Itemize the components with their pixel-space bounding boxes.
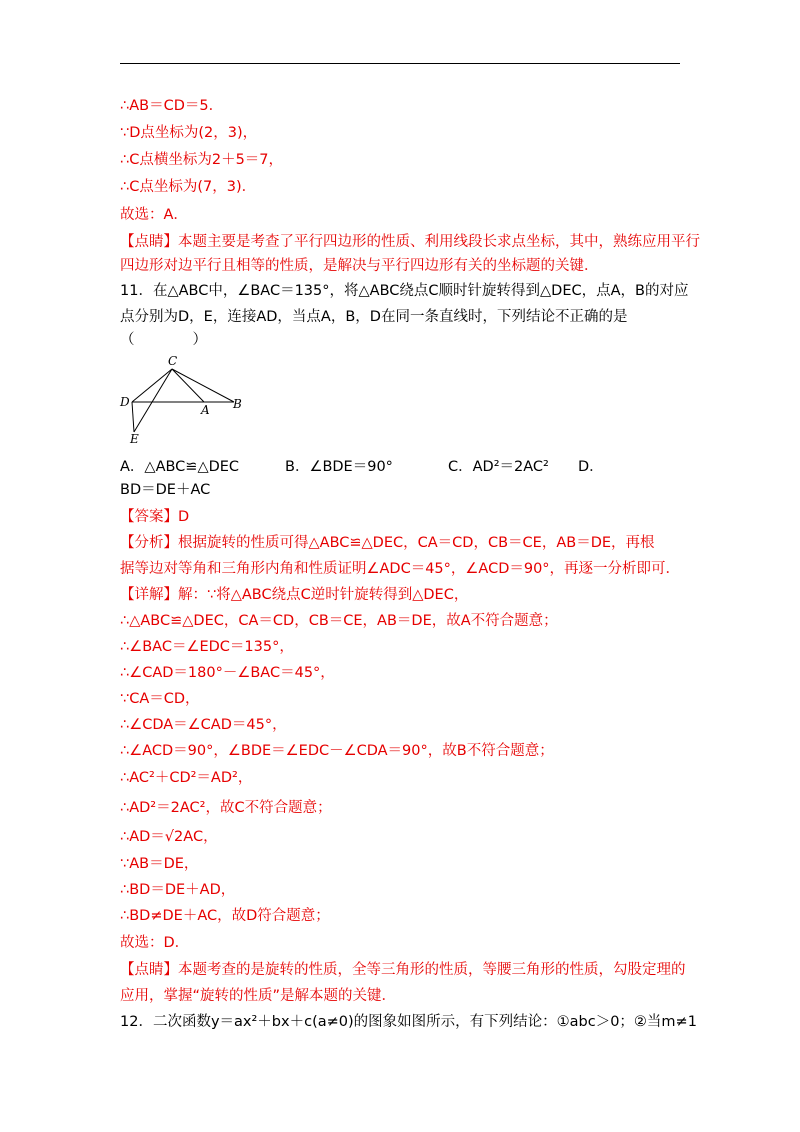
option-a: A．△ABC≌△DEC	[120, 459, 240, 475]
detail-line: ∴∠CDA＝∠CAD＝45°，	[120, 717, 287, 733]
label-e: E	[130, 432, 139, 446]
detail-line: ∵AB＝DE，	[120, 856, 199, 872]
analysis-line: 【分析】根据旋转的性质可得△ABC≌△DEC，CA＝CD，CB＝CE，AB＝DE，再根	[120, 535, 655, 551]
text-line: ∵D点坐标为(2，3)，	[120, 125, 258, 141]
text-line: ∴C点横坐标为2＋5＝7，	[120, 152, 284, 168]
detail-line: ∴∠CAD＝180°－∠BAC＝45°，	[120, 665, 335, 681]
label-c: C	[168, 354, 178, 368]
remark-line: 应用，掌握“旋转的性质”是解本题的关键．	[120, 988, 397, 1004]
detail-line: ∴BD＝DE＋AD，	[120, 882, 236, 898]
option-b: B．∠BDE＝90°	[285, 459, 393, 475]
remark-line: 【点睛】本题主要是考查了平行四边形的性质、利用线段长求点坐标，其中，熟练应用平行	[120, 234, 700, 250]
text-line: ∴C点坐标为(7，3)．	[120, 179, 257, 195]
detail-line: ∵CA＝CD，	[120, 691, 200, 707]
triangle-figure	[112, 352, 252, 446]
detail-line: ∴∠ACD＝90°，∠BDE＝∠EDC－∠CDA＝90°，故B不符合题意；	[120, 743, 554, 759]
question-12-line: 12．二次函数y＝ax²＋bx＋c(a≠0)的图象如图所示，有下列结论：①abc＞0；②当m≠1	[120, 1014, 697, 1030]
label-b: B	[233, 397, 242, 411]
question-11-line: 11．在△ABC中，∠BAC＝135°，将△ABC绕点C顺时针旋转得到△DEC，点A，B的对应	[120, 283, 689, 299]
detail-line: ∴AD＝√2AC，	[120, 829, 218, 845]
answer-line: 【答案】D	[120, 509, 190, 525]
option-d: D．	[578, 459, 604, 475]
detail-line: ∴AC²＋CD²＝AD²，	[120, 770, 253, 786]
question-11-bracket: （ ）	[120, 332, 207, 348]
remark-line: 四边形对边平行且相等的性质，是解决与平行四边形有关的坐标题的关键．	[120, 258, 599, 274]
text-line: 故选：A．	[120, 207, 188, 223]
detail-line: 故选：D．	[120, 935, 190, 951]
detail-line: ∴∠BAC＝∠EDC＝135°，	[120, 639, 294, 655]
detail-line: 【详解】解：∵将△ABC绕点C逆时针旋转得到△DEC，	[120, 587, 469, 603]
option-d-text: BD＝DE＋AC	[120, 482, 211, 498]
text-line: ∴AB＝CD＝5．	[120, 98, 224, 114]
label-d: D	[120, 395, 130, 409]
analysis-line: 据等边对等角和三角形内角和性质证明∠ADC＝45°，∠ACD＝90°，再逐一分析即可．	[120, 561, 681, 577]
question-11-line: 点分别为D，E，连接AD，当点A，B，D在同一条直线时，下列结论不正确的是	[120, 309, 628, 325]
detail-line: ∴△ABC≌△DEC，CA＝CD，CB＝CE，AB＝DE，故A不符合题意；	[120, 613, 558, 629]
remark-line: 【点睛】本题考查的是旋转的性质，全等三角形的性质，等腰三角形的性质，勾股定理的	[120, 962, 686, 978]
detail-line: ∴AD²＝2AC²，故C不符合题意；	[120, 800, 332, 816]
header-rule	[120, 63, 680, 64]
detail-line: ∴BD≠DE＋AC，故D符合题意；	[120, 908, 330, 924]
option-c: C．AD²＝2AC²	[448, 459, 549, 475]
label-a: A	[201, 403, 210, 417]
